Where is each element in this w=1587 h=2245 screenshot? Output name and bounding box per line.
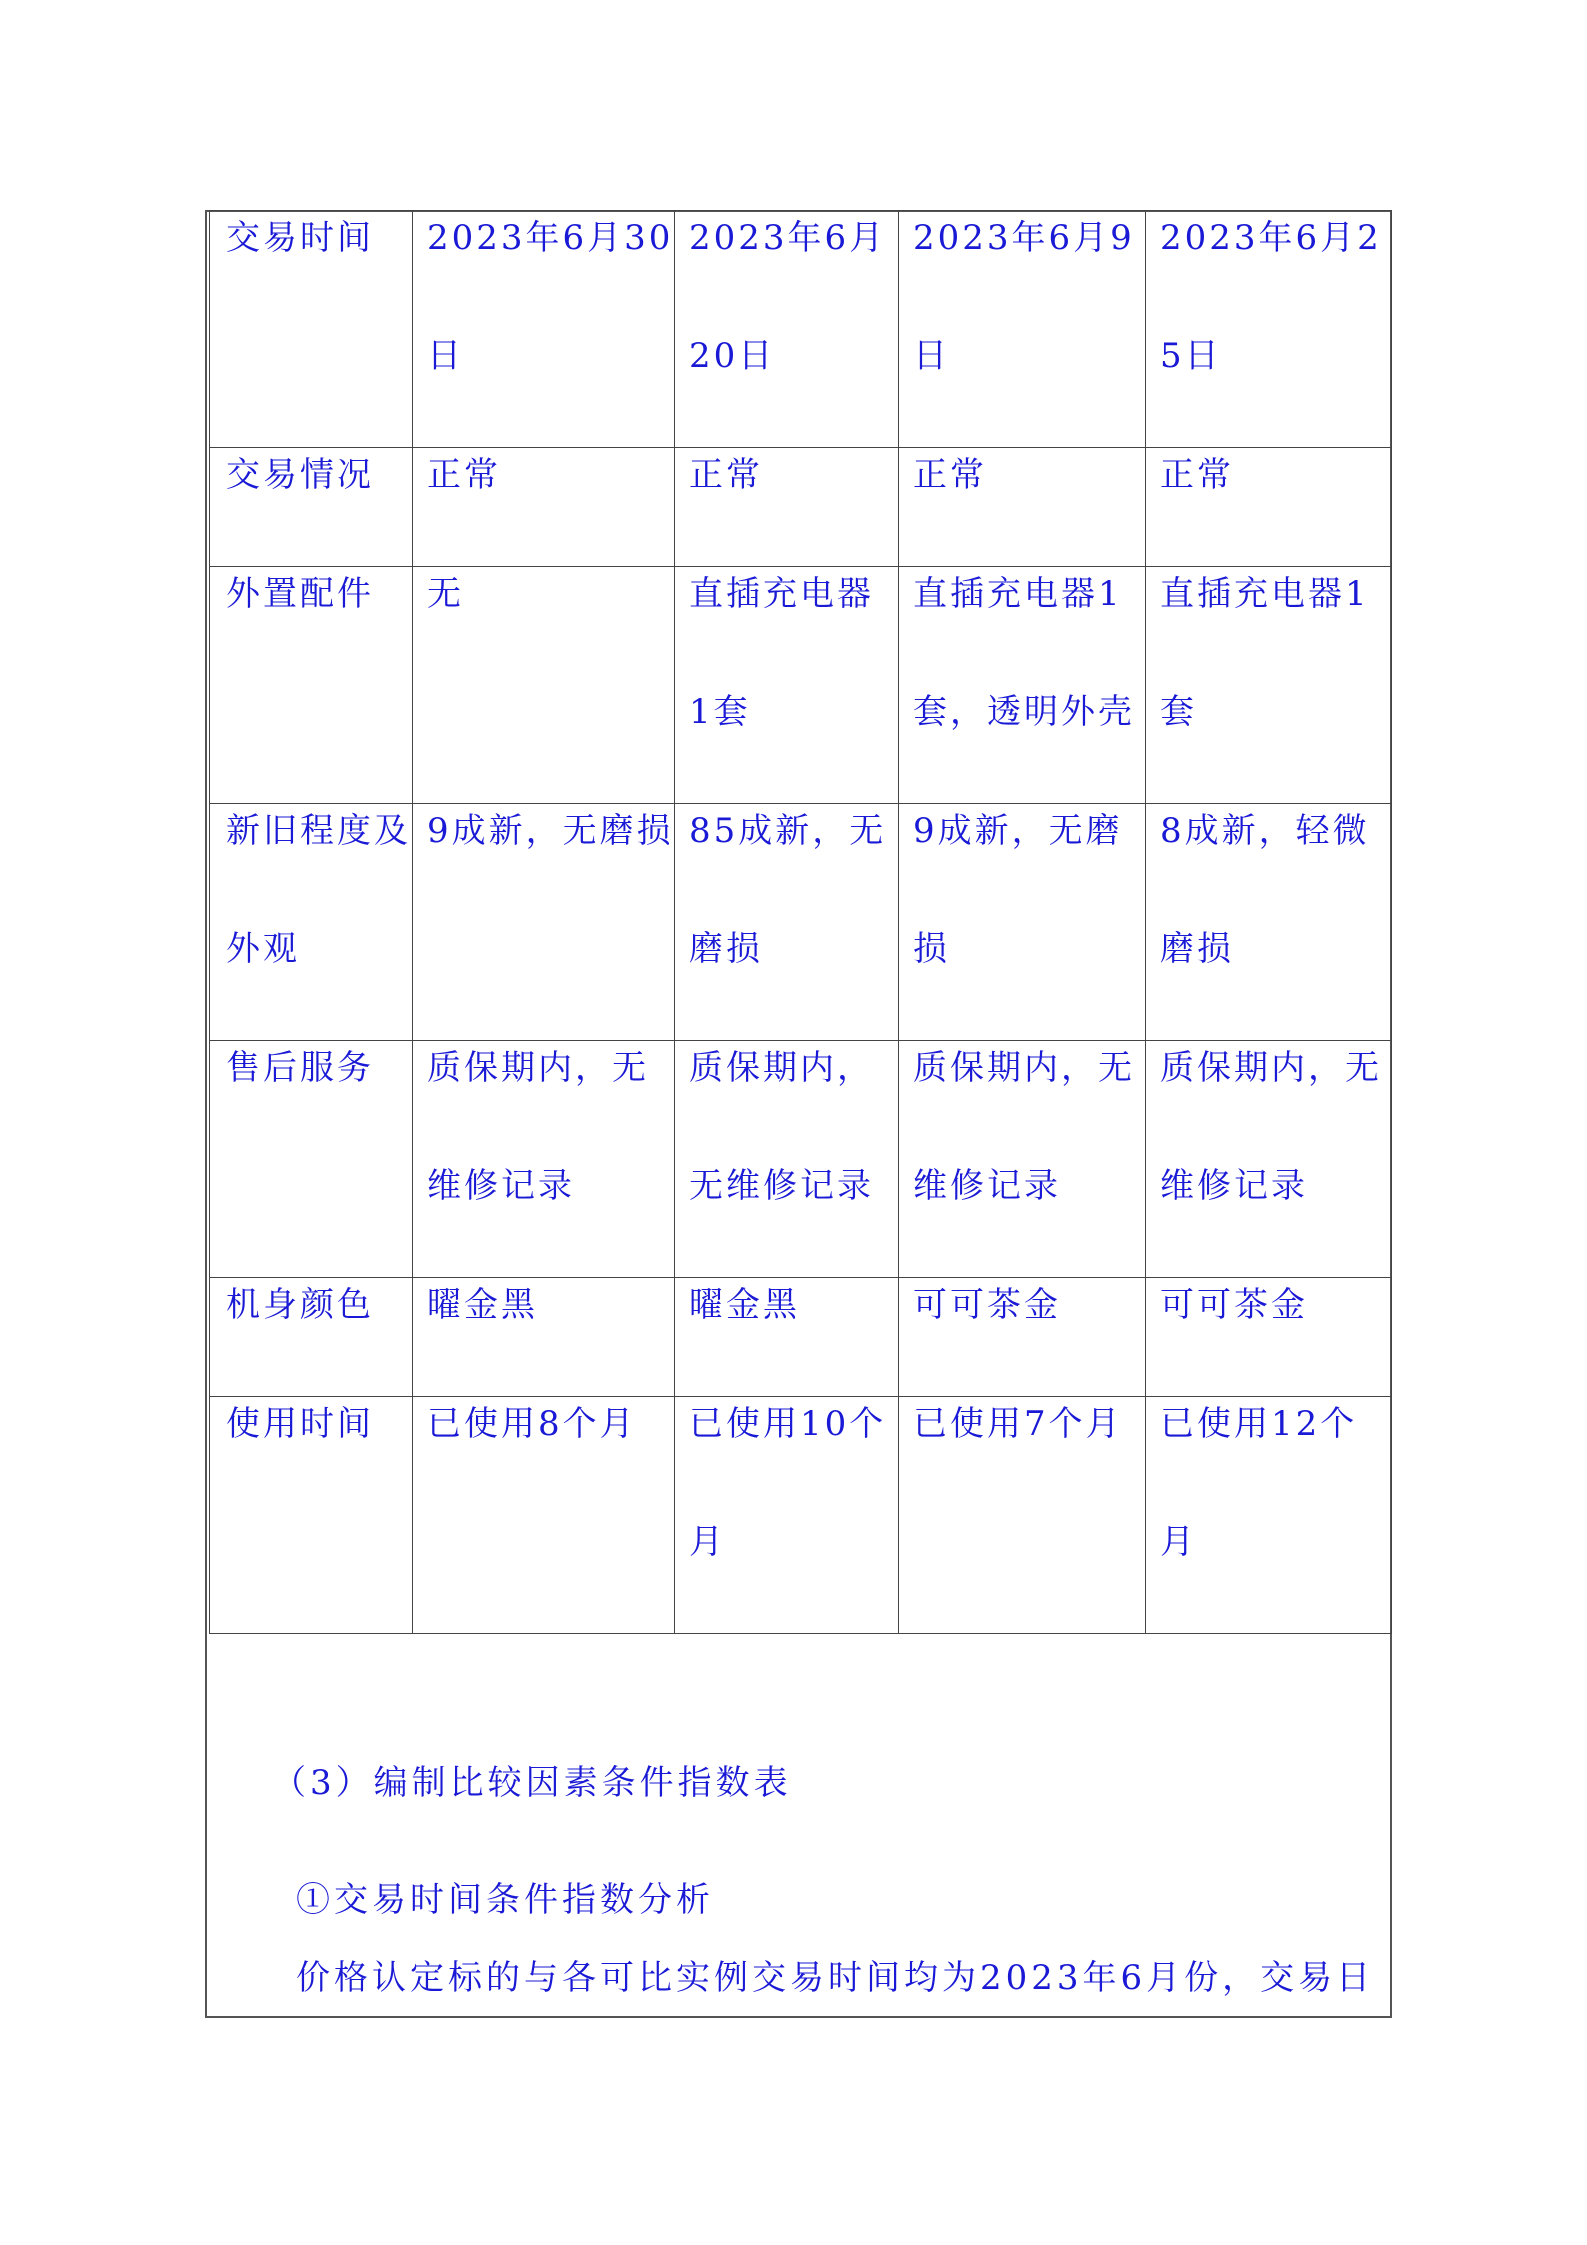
table-cell: 曜金黑 — [413, 1278, 675, 1397]
table-cell: 直插充电器1套 — [1146, 567, 1392, 804]
table-cell: 2023年6月30日 — [413, 211, 675, 448]
table-cell: 正常 — [1146, 448, 1392, 567]
section-title: （3）编制比较因素条件指数表 — [272, 1763, 792, 1803]
table-cell: 无 — [413, 567, 675, 804]
table-cell: 已使用8个月 — [413, 1397, 675, 1634]
table-cell: 可可茶金 — [1146, 1278, 1392, 1397]
table-cell: 9成新，无磨损 — [899, 804, 1146, 1041]
table-cell: 已使用12个月 — [1146, 1397, 1392, 1634]
table-cell: 质保期内，无维修记录 — [1146, 1041, 1392, 1278]
table-row — [210, 1278, 1392, 1397]
comparison-table — [209, 210, 1392, 1634]
row-label: 交易时间 — [210, 211, 413, 448]
table-row — [210, 567, 1392, 804]
table-cell: 正常 — [413, 448, 675, 567]
table-row — [210, 1397, 1392, 1634]
table-cell: 已使用7个月 — [899, 1397, 1146, 1634]
table-cell: 8成新，轻微磨损 — [1146, 804, 1392, 1041]
paragraph-text: 价格认定标的与各可比实例交易时间均为2023年6月份，交易日 — [296, 1958, 1375, 1998]
row-label: 使用时间 — [210, 1397, 413, 1634]
table-row — [210, 448, 1392, 567]
row-label: 机身颜色 — [210, 1278, 413, 1397]
table-cell: 2023年6月9日 — [899, 211, 1146, 448]
table-cell: 正常 — [675, 448, 899, 567]
table-cell: 可可茶金 — [899, 1278, 1146, 1397]
table-cell: 质保期内，无维修记录 — [413, 1041, 675, 1278]
table-cell: 9成新，无磨损 — [413, 804, 675, 1041]
table-cell: 正常 — [899, 448, 1146, 567]
table-cell: 2023年6月20日 — [675, 211, 899, 448]
row-label: 新旧程度及外观 — [210, 804, 413, 1041]
table-cell: 已使用10个月 — [675, 1397, 899, 1634]
table-row — [210, 1041, 1392, 1278]
table-cell: 直插充电器1套 — [675, 567, 899, 804]
table-cell: 直插充电器1套，透明外壳 — [899, 567, 1146, 804]
table-cell: 质保期内，无维修记录 — [899, 1041, 1146, 1278]
table-row — [210, 211, 1392, 448]
row-label: 外置配件 — [210, 567, 413, 804]
table-cell: 85成新，无磨损 — [675, 804, 899, 1041]
row-label: 交易情况 — [210, 448, 413, 567]
table-cell: 质保期内，无维修记录 — [675, 1041, 899, 1278]
table-cell: 曜金黑 — [675, 1278, 899, 1397]
table-row — [210, 804, 1392, 1041]
table-cell: 2023年6月25日 — [1146, 211, 1392, 448]
section-subtitle: ①交易时间条件指数分析 — [296, 1880, 714, 1920]
row-label: 售后服务 — [210, 1041, 413, 1278]
